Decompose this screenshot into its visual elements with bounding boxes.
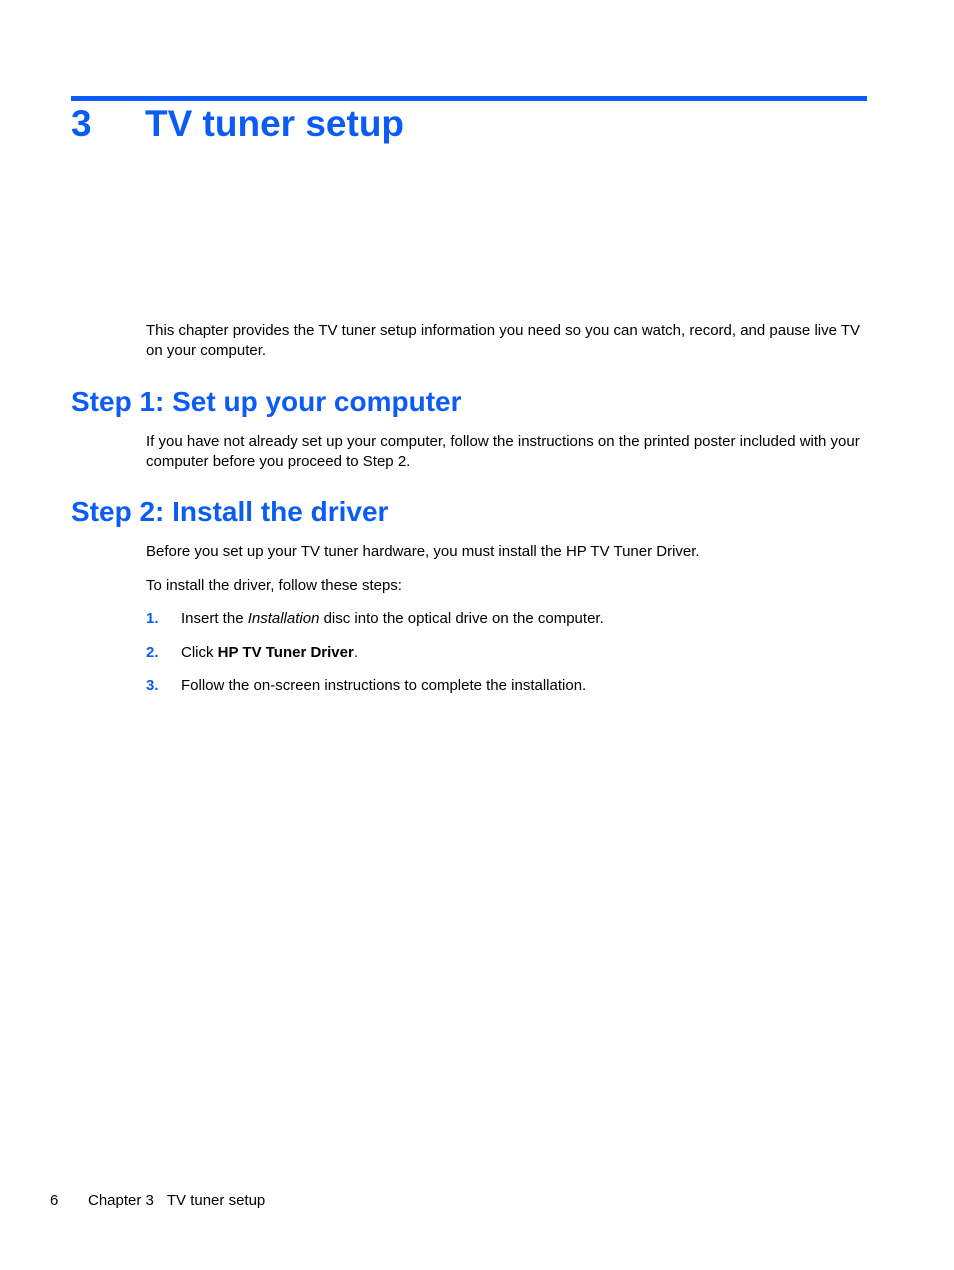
step-number: 2. — [146, 643, 159, 661]
step-text: disc into the optical drive on the computer. — [319, 610, 604, 627]
step2-paragraph: Before you set up your TV tuner hardware, you must install the HP TV Tuner Driver. — [146, 543, 700, 560]
install-steps-list — [146, 609, 604, 710]
list-item — [146, 609, 604, 629]
footer-chapter-title: TV tuner setup — [166, 1192, 266, 1209]
list-item — [146, 643, 604, 663]
step1-paragraph: If you have not already set up your computer, follow the instructions on the printed poster included with your computer before you proceed to Step 2. — [146, 433, 860, 470]
step-number: 1. — [146, 610, 159, 627]
intro-paragraph: This chapter provides the TV tuner setup information you need so you can watch, record, and pause live TV on your computer. — [146, 322, 861, 359]
chapter-title — [71, 98, 404, 150]
chapter-title-text: TV tuner setup — [145, 103, 405, 144]
step-emphasis: HP TV Tuner Driver — [217, 643, 354, 661]
step-emphasis: Installation — [247, 610, 320, 627]
steps-intro-paragraph: To install the driver, follow these steps: — [146, 577, 402, 594]
step1-heading: Step 1: Set up your computer — [71, 386, 462, 417]
footer-chapter-label: Chapter 3 — [88, 1192, 154, 1209]
page-footer — [50, 1191, 265, 1211]
step2-heading: Step 2: Install the driver — [71, 496, 389, 527]
step-text: Insert the — [181, 610, 248, 627]
chapter-number: 3 — [71, 103, 92, 144]
list-item — [146, 676, 604, 696]
step-number: 3. — [146, 677, 159, 694]
step-text: Click — [181, 643, 218, 661]
step-text: . — [353, 643, 358, 661]
step-text: Follow the on-screen instructions to complete the installation. — [181, 677, 587, 694]
page-number: 6 — [50, 1192, 59, 1209]
